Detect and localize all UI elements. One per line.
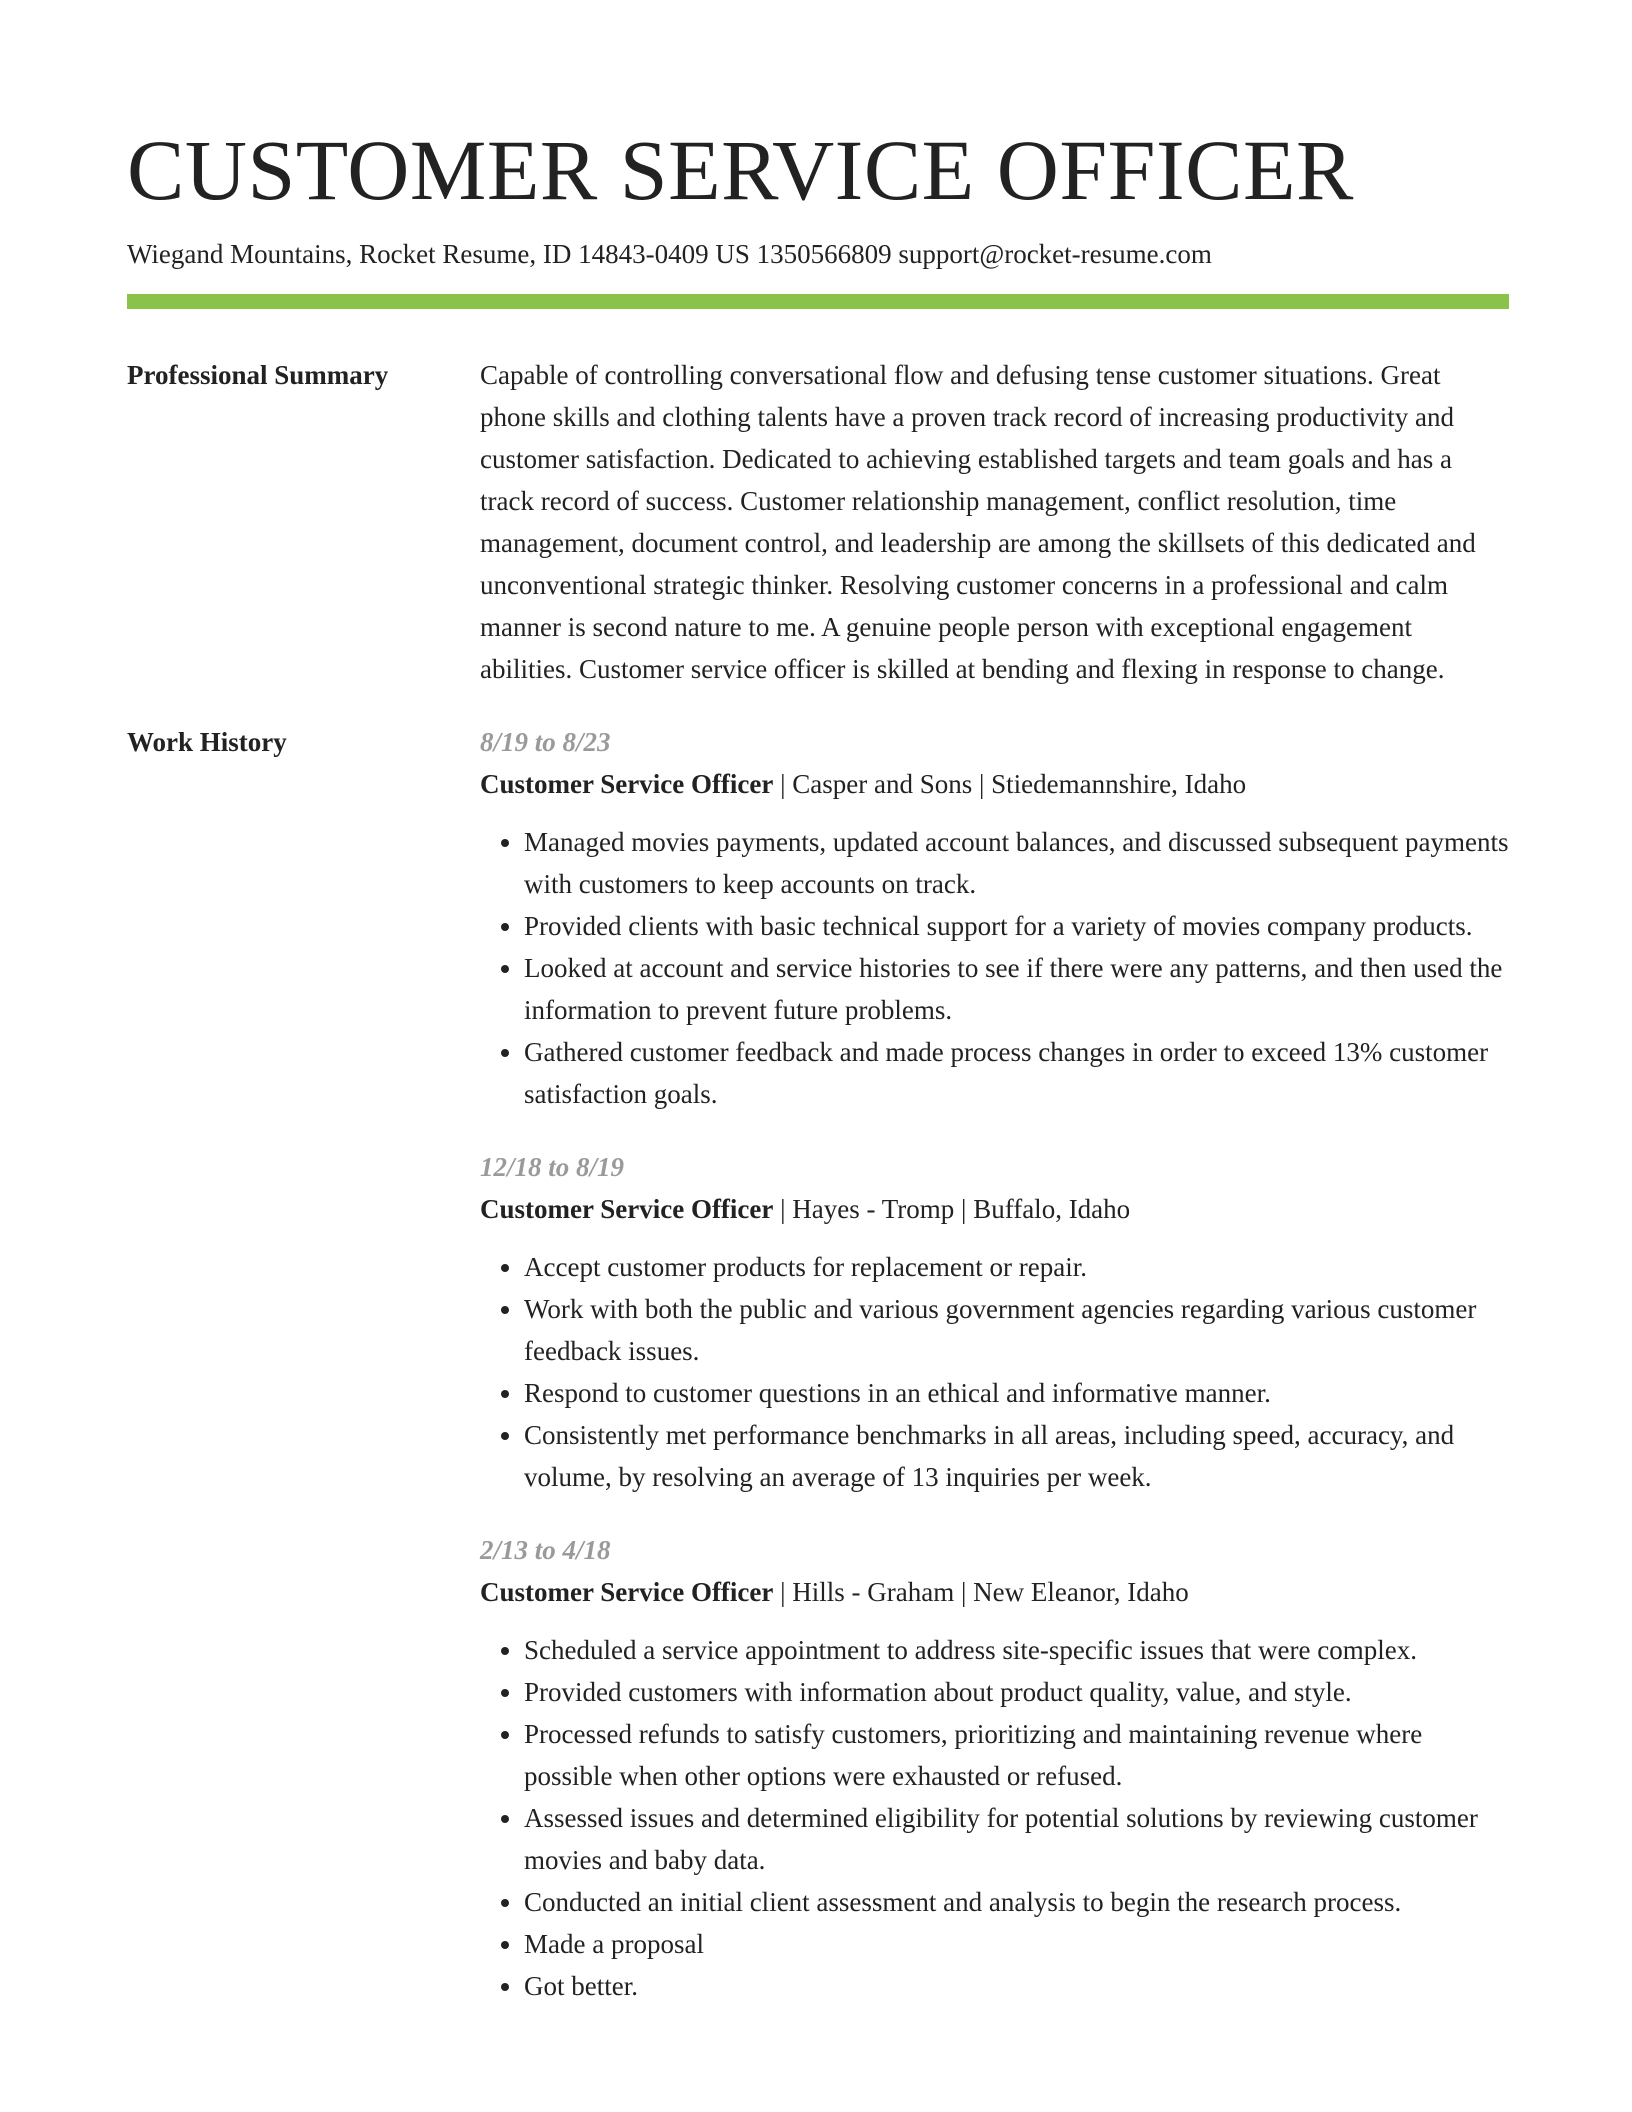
header-divider (127, 294, 1509, 309)
job-title-line (480, 763, 1509, 805)
job-details: | Casper and Sons | Stiedemannshire, Idaho (773, 769, 1247, 799)
work-history-list (480, 721, 1509, 2007)
job-entry (480, 721, 1509, 1115)
job-dates: 2/13 to 4/18 (480, 1535, 611, 1565)
job-bullet: • Conducted an initial client assessment and analysis to begin the research process. (524, 1881, 1509, 1923)
contact-email: support@rocket-resume.com (898, 239, 1212, 269)
job-bullet: • Looked at account and service histories to see if there were any patterns, and then used the information to prevent future problems. (524, 947, 1509, 1031)
job-title-line (480, 1571, 1509, 1613)
resume-page (127, 0, 1509, 2007)
job-bullet: • Gathered customer feedback and made process changes in order to exceed 13% customer satisfaction goals. (524, 1031, 1509, 1115)
job-entry (480, 1146, 1509, 1498)
job-title: Customer Service Officer (480, 769, 774, 799)
job-bullet: • Made a proposal (524, 1923, 1509, 1965)
job-dates: 12/18 to 8/19 (480, 1152, 625, 1182)
contact-phone: 1350566809 (756, 239, 892, 269)
job-title: Customer Service Officer (480, 1194, 774, 1224)
job-bullet: • Provided customers with information about product quality, value, and style. (524, 1671, 1509, 1713)
job-bullets (480, 1629, 1509, 2007)
job-bullet: • Accept customer products for replacement or repair. (524, 1246, 1509, 1288)
job-bullets (480, 821, 1509, 1115)
job-bullet: • Consistently met performance benchmarks in all areas, including speed, accuracy, and volume, by resolving an average of 13 inquiries per week. (524, 1414, 1509, 1498)
resume-name: CUSTOMER SERVICE OFFICER (127, 122, 1354, 218)
professional-summary-section (127, 354, 1509, 690)
job-bullet: • Provided clients with basic technical support for a variety of movies company products. (524, 905, 1509, 947)
job-bullet: • Assessed issues and determined eligibility for potential solutions by reviewing customer movies and baby data. (524, 1797, 1509, 1881)
job-entry (480, 1529, 1509, 2007)
job-details: | Hayes - Tromp | Buffalo, Idaho (773, 1194, 1131, 1224)
job-dates: 8/19 to 8/23 (480, 727, 611, 757)
work-history-section (127, 721, 1509, 2007)
job-title-line (480, 1188, 1509, 1230)
job-bullets (480, 1246, 1509, 1498)
job-bullet: • Work with both the public and various government agencies regarding various customer feedback issues. (524, 1288, 1509, 1372)
job-bullet: • Scheduled a service appointment to address site-specific issues that were complex. (524, 1629, 1509, 1671)
job-bullet: • Managed movies payments, updated account balances, and discussed subsequent payments with customers to keep accounts on track. (524, 821, 1509, 905)
job-bullet: • Got better. (524, 1965, 1509, 2007)
job-bullet: • Respond to customer questions in an ethical and informative manner. (524, 1372, 1509, 1414)
section-label-work-history: Work History (127, 727, 287, 757)
summary-text: Capable of controlling conversational flow and defusing tense customer situations. Great phone skills and clothing talents have a proven track record of increasing productivity and customer satisfaction. Dedicated to achieving established targets and team goals and has a track record of success. Customer relationship management, conflict resolution, time management, document control, and leadership are among the skillsets of this dedicated and unconventional strategic thinker. Resolving customer concerns in a professional and calm manner is second nature to me. A genuine people person with exceptional engagement abilities. Customer service officer is skilled at bending and flexing in response to change. (480, 360, 1476, 684)
job-bullet: • Processed refunds to satisfy customers, prioritizing and maintaining revenue where possible when other options were exhausted or refused. (524, 1713, 1509, 1797)
job-title: Customer Service Officer (480, 1577, 774, 1607)
job-details: | Hills - Graham | New Eleanor, Idaho (773, 1577, 1189, 1607)
section-label-summary: Professional Summary (127, 360, 389, 390)
contact-address: Wiegand Mountains, Rocket Resume, ID 14843-0409 US (127, 239, 750, 269)
contact-line (127, 236, 1509, 272)
